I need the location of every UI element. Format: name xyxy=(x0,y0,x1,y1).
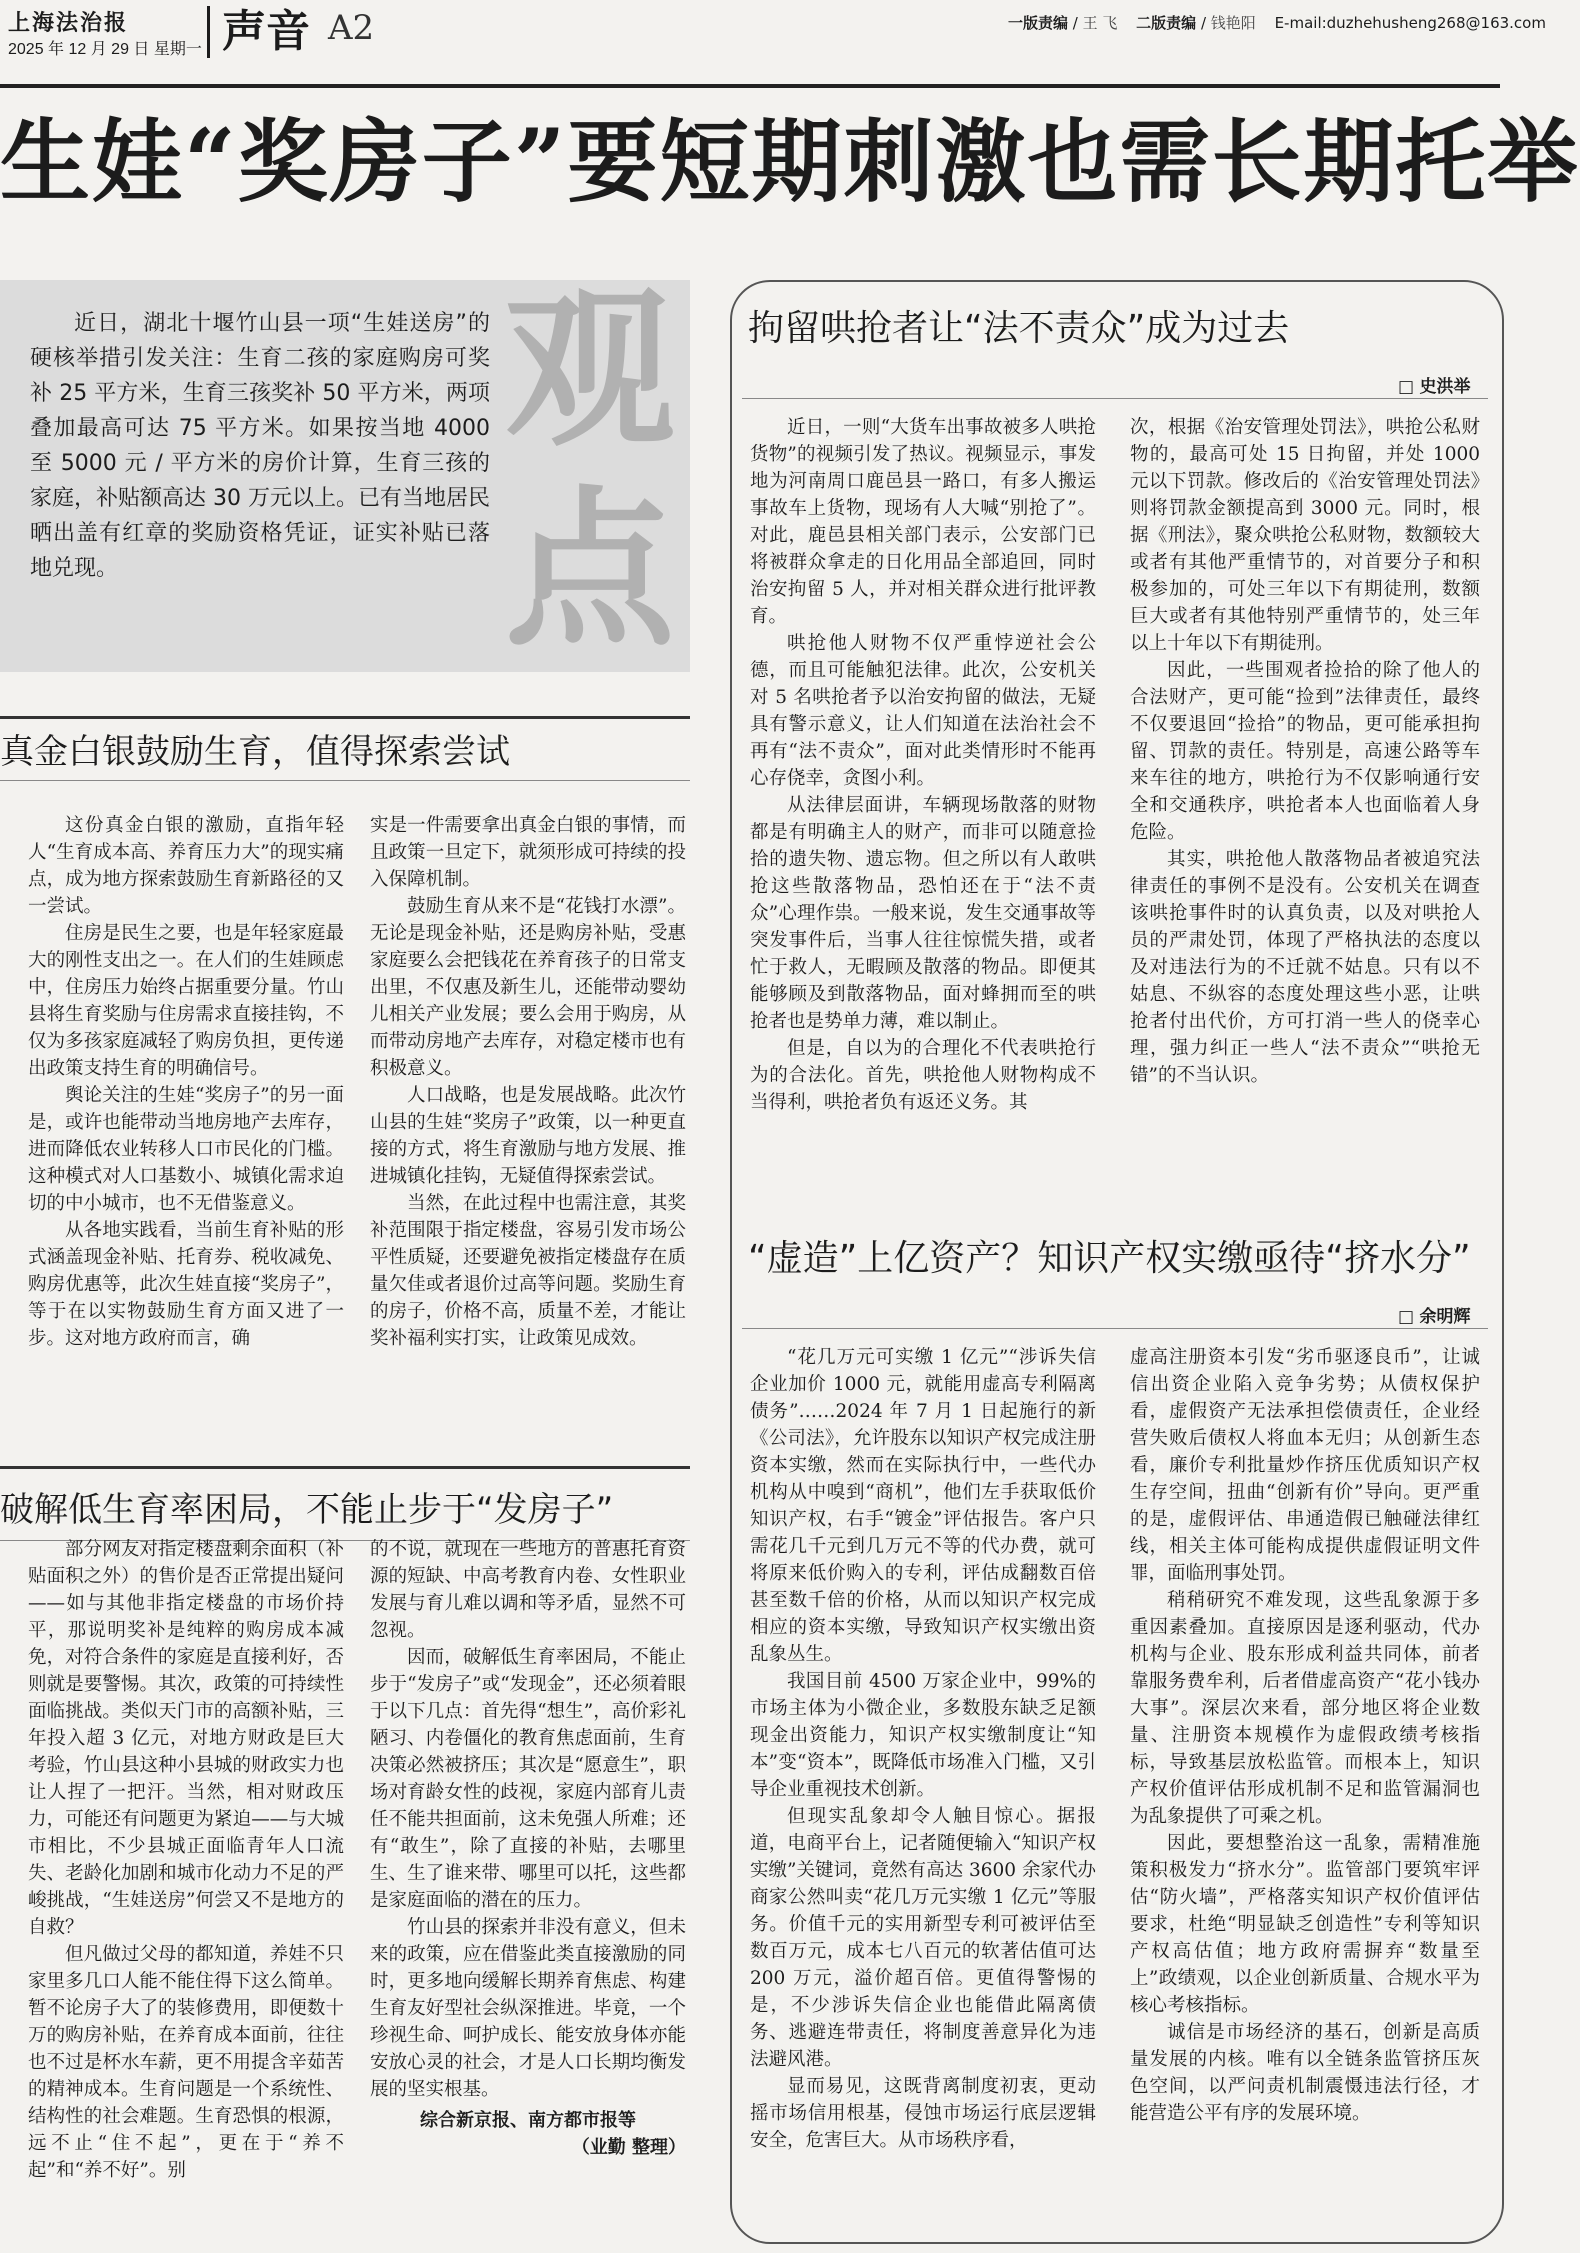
page-number: A2 xyxy=(328,8,375,48)
article1-title: 真金白银鼓励生育，值得探索尝试 xyxy=(0,732,510,772)
lead-paragraph: 近日，湖北十堰竹山县一项“生娃送房”的硬核举措引发关注：生育二孩的家庭购房可奖补 25 平方米，生育三孩奖补 50 平方米，两项叠加最高可达 75 平方米。如果按当地 4000 至 5000 元 / 平方米的房价计算，生育三孩的家庭，补贴额高达 30 万元以上。已有当地居民晒出盖有红章的奖励资格凭证，证实补贴已落地兑现。 xyxy=(30,311,490,581)
editor2-name: 钱艳阳 xyxy=(1210,14,1256,32)
article4-rule xyxy=(742,1328,1488,1329)
article3-column-1 xyxy=(750,414,1096,1116)
editor-credits: 一版责编 / 王 飞 二版责编 / 钱艳阳 E-mail:duzhehusheng268@163.com xyxy=(1008,14,1546,32)
article4-title: “虚造”上亿资产？知识产权实缴亟待“挤水分” xyxy=(748,1238,1471,1279)
paragraph: 部分网友对指定楼盘剩余面积（补贴面积之外）的售价是否正常提出疑问——如与其他非指定楼盘的市场价持平，那说明奖补是纯粹的购房成本减免，对符合条件的家庭是直接利好，否则就是要警惕。其次，政策的可持续性面临挑战。类似天门市的高额补贴，三年投入超 3 亿元，对地方财政是巨大考验，竹山县这种小县城的财政实力也让人捏了一把汗。当然，相对财政压力，可能还有问题更为紧迫——与大城市相比，不少县城正面临青年人口流失、老龄化加剧和城市化动力不足的严峻挑战，“生娃送房”何尝又不是地方的自救？ xyxy=(28,1539,344,1938)
article4-author: □ 余明辉 xyxy=(1398,1302,1470,1327)
article4-column-2 xyxy=(1130,1344,1480,2127)
paragraph: 哄抢他人财物不仅严重悖逆社会公德，而且可能触犯法律。此次，公安机关对 5 名哄抢者予以治安拘留的做法，无疑具有警示意义，让人们知道在法治社会不再有“法不责众”，面对此类情形时不能再心存侥幸，贪图小利。 xyxy=(750,633,1096,789)
paragraph: 从各地实践看，当前生育补贴的形式涵盖现金补贴、托育券、税收减免、购房优惠等，此次生娃直接“奖房子”，等于在以实物鼓励生育方面又进了一步。这对地方政府而言，确 xyxy=(28,1220,344,1349)
paragraph: 但是，自以为的合理化不代表哄抢行为的合法化。首先，哄抢他人财物构成不当得利，哄抢者负有返还义务。其 xyxy=(750,1038,1096,1113)
article-compiler: （业勤 整理） xyxy=(571,2137,686,2158)
paragraph: 实是一件需要拿出真金白银的事情，而且政策一旦定下，就须形成可持续的投入保障机制。 xyxy=(370,815,686,890)
paragraph: 的不说，就现在一些地方的普惠托育资源的短缺、中高考教育内卷、女性职业发展与育儿难以调和等矛盾，显然不可忽视。 xyxy=(370,1539,686,1641)
article3-author: □ 史洪举 xyxy=(1398,372,1470,397)
paragraph: 因而，破解低生育率困局，不能止步于“发房子”或“发现金”，还必须着眼于以下几点：首先得“想生”，高价彩礼陋习、内卷僵化的教育焦虑面前，生育决策必然被挤压；其次是“愿意生”，职场对育龄女性的歧视，家庭内部育儿责任不能共担面前，这未免强人所难；还有“敢生”，除了直接的补贴，去哪里生、生了谁来带、哪里可以托，这些都是家庭面临的潜在的压力。 xyxy=(370,1647,686,1911)
paragraph: 鼓励生育从来不是“花钱打水漂”。无论是现金补贴，还是购房补贴，受惠家庭要么会把钱花在养育孩子的日常支出里，不仅惠及新生儿，还能带动婴幼儿相关产业发展；要么会用于购房，从而带动房地产去库存，对稳定楼市也有积极意义。 xyxy=(370,896,686,1079)
article3-column-2 xyxy=(1130,414,1480,1089)
paragraph: 显而易见，这既背离制度初衷，更动摇市场信用根基，侵蚀市场运行底层逻辑安全，危害巨大。从市场秩序看， xyxy=(750,2076,1096,2151)
masthead-divider xyxy=(207,6,210,58)
paragraph: 诚信是市场经济的基石，创新是高质量发展的内核。唯有以全链条监管挤压灰色空间，以严问责机制震慑违法行径，才能营造公平有序的发展环境。 xyxy=(1130,2022,1480,2124)
article2-title: 破解低生育率困局，不能止步于“发房子” xyxy=(0,1490,614,1530)
paragraph: 虚高注册资本引发“劣币驱逐良币”，让诚信出资企业陷入竞争劣势；从债权保护看，虚假资产无法承担偿债责任，企业经营失败后债权人将血本无归；从创新生态看，廉价专利批量炒作挤压优质知识产权生存空间，扭曲“创新有价”导向。更严重的是，虚假评估、串通造假已触碰法律红线，相关主体可能构成提供虚假证明文件罪，面临刑事处罚。 xyxy=(1130,1347,1480,1584)
article2-top-rule xyxy=(0,1466,690,1469)
paragraph: 舆论关注的生娃“奖房子”的另一面是，或许也能带动当地房地产去库存，进而降低农业转移人口市民化的门槛。这种模式对人口基数小、城镇化需求迫切的中小城市，也不无借鉴意义。 xyxy=(28,1085,344,1214)
editor2-label: 二版责编 xyxy=(1136,14,1197,32)
paragraph: 因此，一些围观者捡拾的除了他人的合法财产，更可能“捡到”法律责任，最终不仅要退回“捡拾”的物品，更可能承担拘留、罚款的责任。特别是，高速公路等车来车往的地方，哄抢行为不仅影响通行安全和交通秩序，哄抢者本人也面临着人身危险。 xyxy=(1130,660,1480,843)
paragraph: 人口战略，也是发展战略。此次竹山县的生娃“奖房子”政策，以一种更直接的方式，将生育激励与地方发展、推进城镇化挂钩，无疑值得探索尝试。 xyxy=(370,1085,686,1187)
column-watermark: 观点 xyxy=(504,270,675,670)
section-name: 声音 xyxy=(222,6,310,57)
newspaper-name: 上海法治报 xyxy=(8,10,129,36)
article1-title-rule xyxy=(0,780,690,781)
editor1-name: 王 飞 xyxy=(1082,14,1118,32)
article4-column-1 xyxy=(750,1344,1096,2154)
paragraph: 近日，一则“大货车出事故被多人哄抢货物”的视频引发了热议。视频显示，事发地为河南周口鹿邑县一路口，有多人搬运事故车上货物，现场有人大喊“别抢了”。对此，鹿邑县相关部门表示，公安部门已将被群众拿走的日化用品全部追回，同时治安拘留 5 人，并对相关群众进行批评教育。 xyxy=(750,417,1096,627)
paragraph: 住房是民生之要，也是年轻家庭最大的刚性支出之一。在人们的生娃顾虑中，住房压力始终占据重要分量。竹山县将生育奖励与住房需求直接挂钩，不仅为多孩家庭减轻了购房负担，更传递出政策支持生育的明确信号。 xyxy=(28,923,344,1079)
paragraph: 其实，哄抢他人散落物品者被追究法律责任的事例不是没有。公安机关在调查该哄抢事件时的认真负责，以及对哄抢人员的严肃处罚，体现了严格执法的态度以及对违法行为的不迁就不姑息。只有以不姑息、不纵容的态度处理这些小恶，让哄抢者付出代价，方可打消一些人的侥幸心理，强力纠正一些人“法不责众”“哄抢无错”的不当认识。 xyxy=(1130,849,1480,1086)
paragraph: 从法律层面讲，车辆现场散落的财物都是有明确主人的财产，而非可以随意捡拾的遗失物、遗忘物。但之所以有人敢哄抢这些散落物品，恐怕还在于“法不责众”心理作祟。一般来说，发生交通事故等突发事件后，当事人往往惊慌失措，或者忙于救人，无暇顾及散落的物品。即便其能够顾及到散落物品，面对蜂拥而至的哄抢者也是势单力薄，难以制止。 xyxy=(750,795,1096,1032)
article2-column-1 xyxy=(28,1536,344,2184)
paragraph: 我国目前 4500 万家企业中，99%的市场主体为小微企业，多数股东缺乏足额现金出资能力，知识产权实缴制度让“知本”变“资本”，既降低市场准入门槛，又引导企业重视技术创新。 xyxy=(750,1671,1096,1800)
article1-top-rule xyxy=(0,716,690,719)
paragraph: 但现实乱象却令人触目惊心。据报道，电商平台上，记者随便输入“知识产权实缴”关键词，竟然有高达 3600 余家代办商家公然叫卖“花几万元实缴 1 亿元”等服务。价值千元的实用新型专利可被评估至数百万元，成本七八百元的软著估值可达 200 万元，溢价超百倍。更值得警惕的是，不少涉诉失信企业也能借此隔离债务、逃避连带责任，将制度善意异化为违法避风港。 xyxy=(750,1806,1096,2070)
issue-date: 2025 年 12 月 29 日 星期一 xyxy=(8,41,202,58)
article2-column-2 xyxy=(370,1536,686,2161)
masthead-rule xyxy=(0,84,1500,88)
paragraph: 次，根据《治安管理处罚法》，哄抢公私财物的，最高可处 15 日拘留，并处 1000 元以下罚款。修改后的《治安管理处罚法》则将罚款金额提高到 3000 元。同时，根据《刑法》，聚众哄抢公私财物，数额较大或者有其他严重情节的，对首要分子和积极参加的，可处三年以下有期徒刑，数额巨大或者有其他特别严重情节的，处三年以上十年以下有期徒刑。 xyxy=(1130,417,1480,654)
article3-rule xyxy=(742,398,1488,399)
paragraph: 当然，在此过程中也需注意，其奖补范围限于指定楼盘，容易引发市场公平性质疑，还要避免被指定楼盘存在质量欠佳或者退价过高等问题。奖励生育的房子，价格不高，质量不差，才能让奖补福利实打实，让政策见成效。 xyxy=(370,1193,686,1349)
paragraph: 但凡做过父母的都知道，养娃不只家里多几口人能不能住得下这么简单。暂不论房子大了的装修费用，即便数十万的购房补贴，在养育成本面前，往往也不过是杯水车薪，更不用提含辛茹苦的精神成本。生育问题是一个系统性、结构性的社会难题。生育恐惧的根源，远不止“住不起”，更在于“养不起”和“养不好”。别 xyxy=(28,1944,344,2181)
paragraph: “花几万元可实缴 1 亿元”“涉诉失信企业加价 1000 元，就能用虚高专利隔离债务”……2024 年 7 月 1 日起施行的新《公司法》，允许股东以知识产权完成注册资本实缴，然而在实际执行中，一些代办机构从中嗅到“商机”，他们左手获取低价知识产权，右手“镀金”评估报告。客户只需花几千元到几万元不等的代办费，就可将原来低价购入的专利，评估成翻数百倍甚至数千倍的价格，从而以知识产权完成相应的资本实缴，导致知识产权实缴出资乱象丛生。 xyxy=(750,1347,1096,1665)
paragraph: 因此，要想整治这一乱象，需精准施策积极发力“挤水分”。监管部门要筑牢评估“防火墙”，严格落实知识产权价值评估要求，杜绝“明显缺乏创造性”专利等知识产权高估值；地方政府需摒弃“数量至上”政绩观，以企业创新质量、合规水平为核心考核指标。 xyxy=(1130,1833,1480,2016)
editor-email: E-mail:duzhehusheng268@163.com xyxy=(1274,14,1546,32)
article-source: 综合新京报、南方都市报等 xyxy=(420,2110,636,2131)
paragraph: 竹山县的探索并非没有意义，但未来的政策，应在借鉴此类直接激励的同时，更多地向缓解长期养育焦虑、构建生育友好型社会纵深推进。毕竟，一个珍视生命、呵护成长、能安放身体亦能安放心灵的社会，才是人口长期均衡发展的坚实根基。 xyxy=(370,1917,686,2100)
paragraph: 这份真金白银的激励，直指年轻人“生育成本高、养育压力大”的现实痛点，成为地方探索鼓励生育新路径的又一尝试。 xyxy=(28,815,344,917)
main-headline: 生娃“奖房子”要短期刺激也需长期托举 xyxy=(0,109,1580,215)
article3-title: 拘留哄抢者让“法不责众”成为过去 xyxy=(748,308,1290,349)
article1-column-1 xyxy=(28,812,344,1352)
paragraph: 稍稍研究不难发现，这些乱象源于多重因素叠加。直接原因是逐利驱动，代办机构与企业、股东形成利益共同体，前者靠服务费牟利，后者借虚高资产“花小钱办大事”。深层次来看，部分地区将企业数量、注册资本规模作为虚假政绩考核指标，导致基层放松监管。而根本上，知识产权价值评估形成机制不足和监管漏洞也为乱象提供了可乘之机。 xyxy=(1130,1590,1480,1827)
article1-column-2 xyxy=(370,812,686,1352)
editor1-label: 一版责编 xyxy=(1008,14,1069,32)
